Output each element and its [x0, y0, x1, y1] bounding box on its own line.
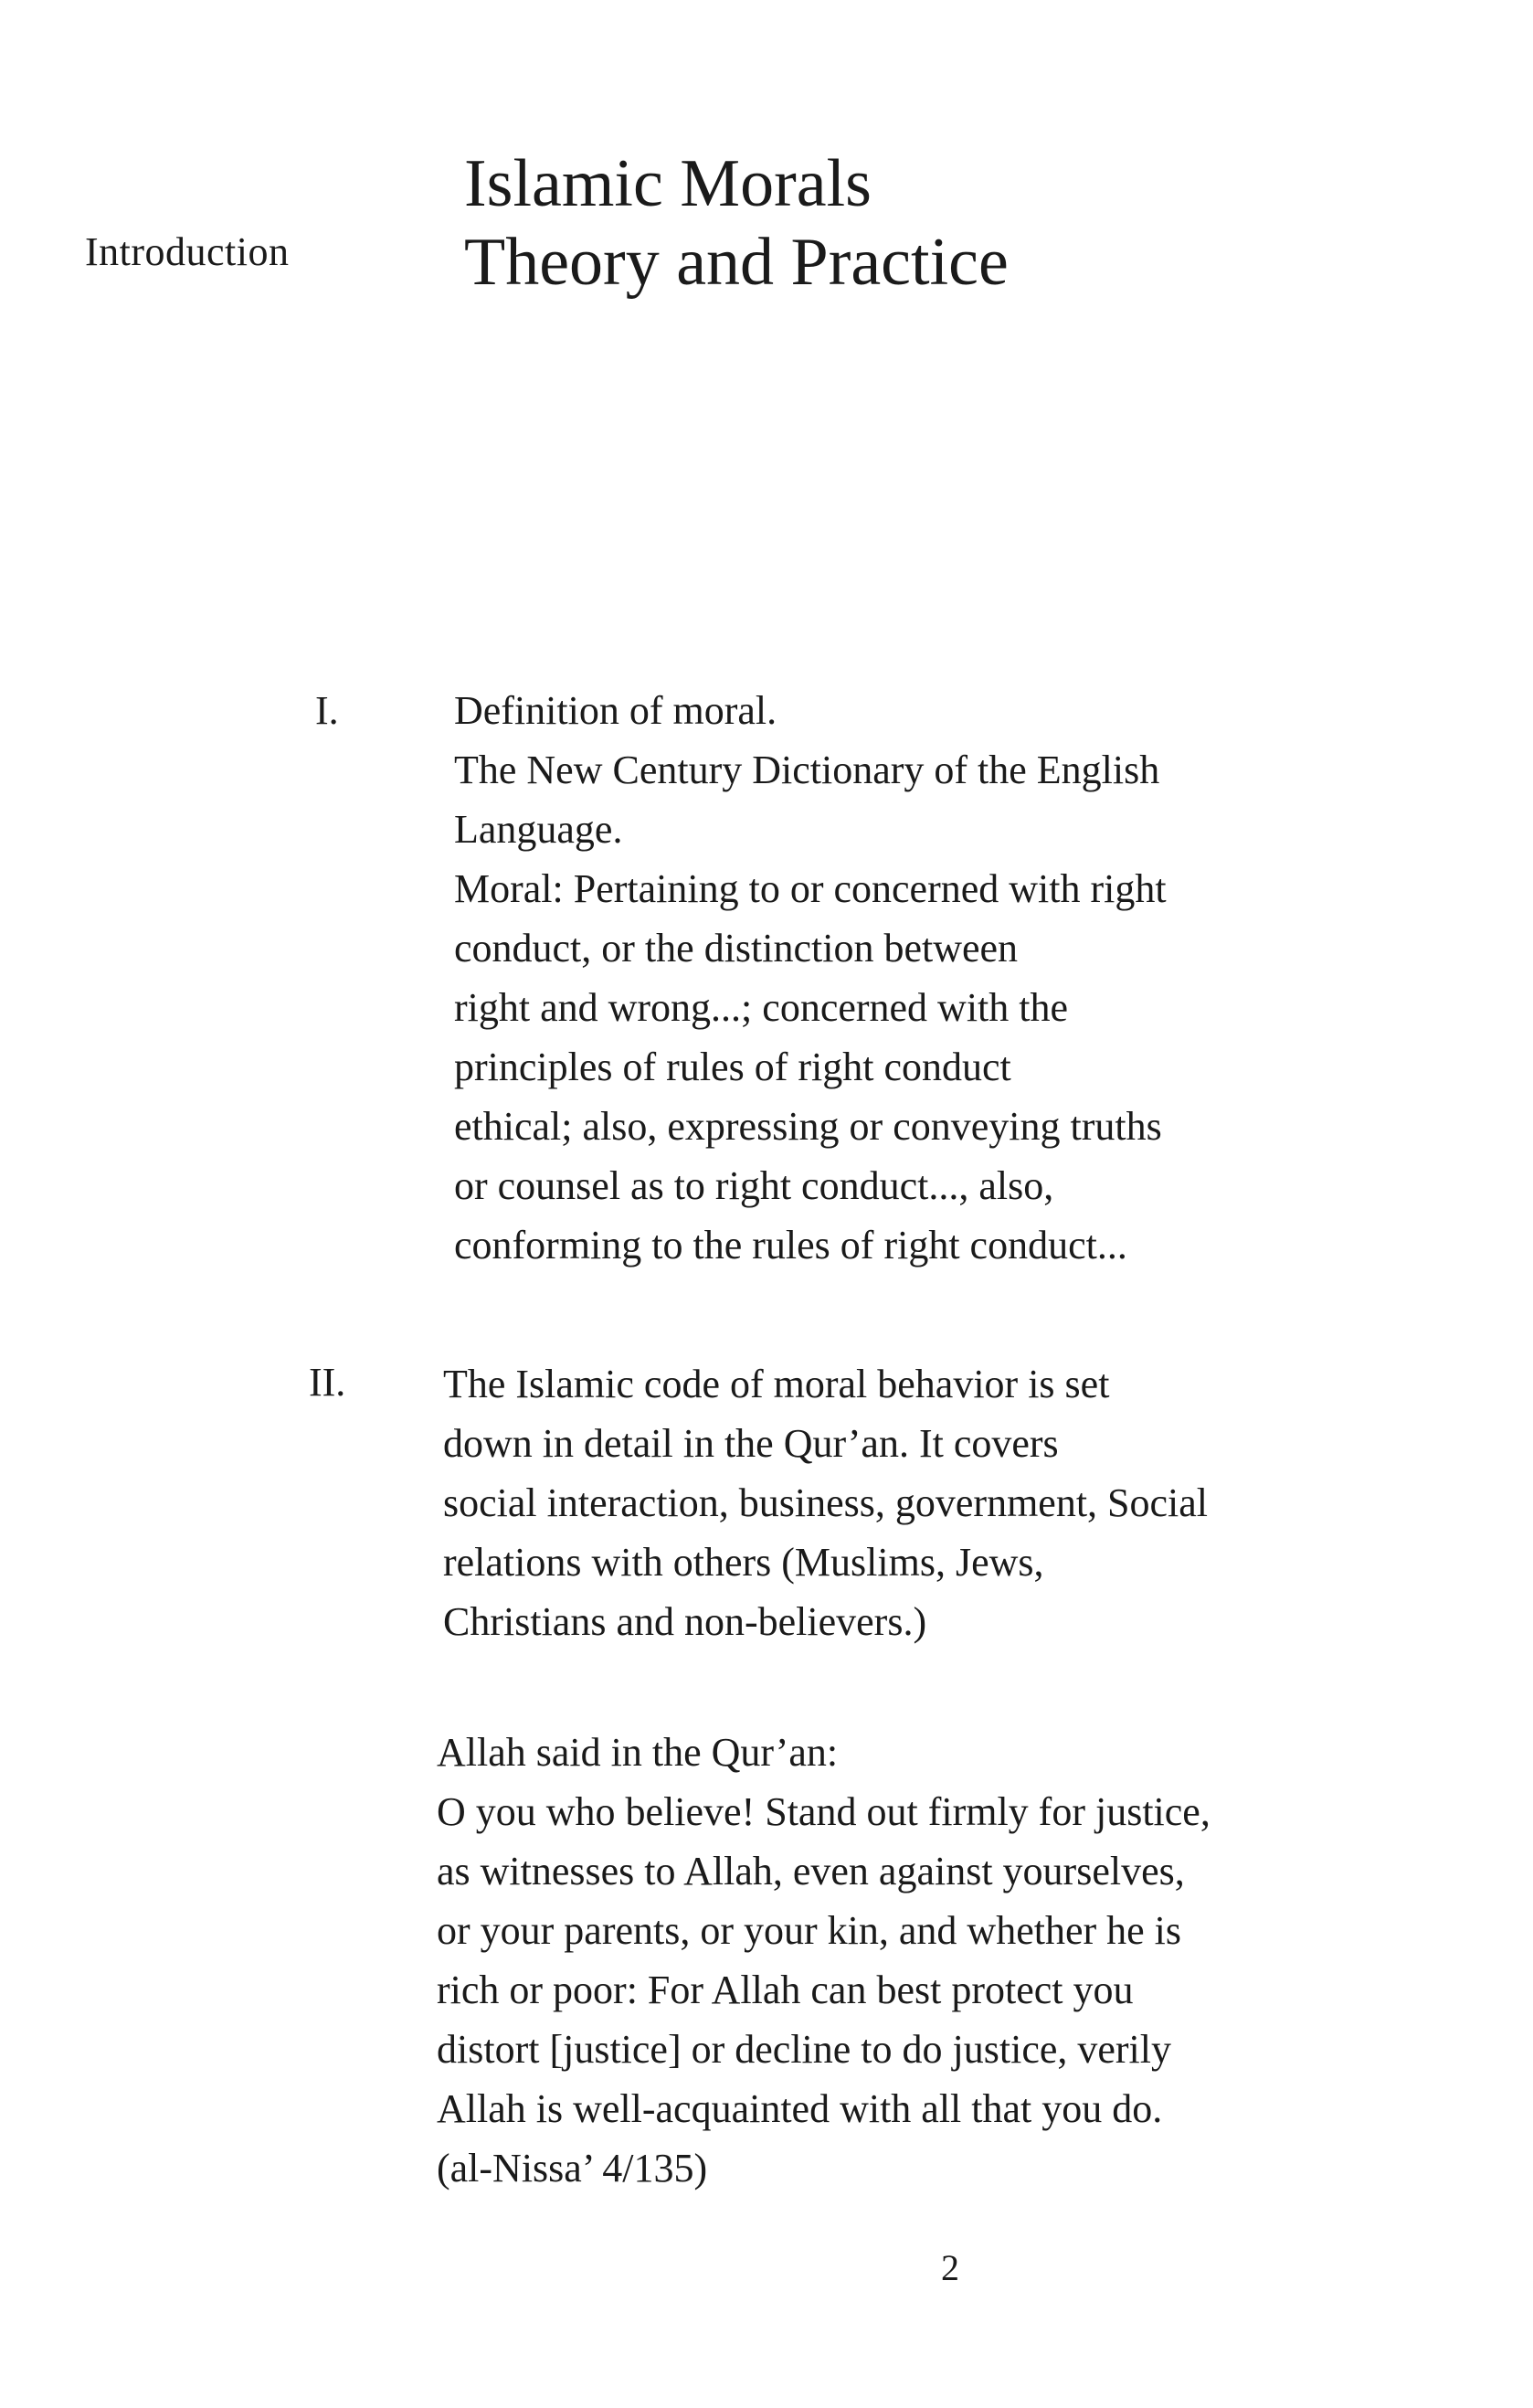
section-1-line: or counsel as to right conduct..., also, [454, 1163, 1054, 1208]
section-1-line: The New Century Dictionary of the English [454, 748, 1160, 792]
section-2-line: social interaction, business, government, Social [443, 1480, 1209, 1525]
quote-line: Allah is well-acquainted with all that you do. [437, 2086, 1163, 2131]
page-title [464, 144, 1009, 302]
section-2-line: down in detail in the Qur’an. It covers [443, 1421, 1059, 1466]
quote-line: rich or poor: For Allah can best protect you [437, 1968, 1134, 2012]
section-2-line: relations with others (Muslims, Jews, [443, 1540, 1044, 1585]
section-1-text [454, 681, 1422, 1275]
quote-line: distort [justice] or decline to do justice, verily [437, 2027, 1172, 2072]
quote-line: O you who believe! Stand out firmly for justice, [437, 1789, 1211, 1834]
quote-line: as witnesses to Allah, even against yourselves, [437, 1849, 1185, 1894]
section-1-line: principles of rules of right conduct [454, 1045, 1011, 1089]
title-line-2: Theory and Practice [464, 225, 1009, 300]
section-2-text [443, 1354, 1411, 1651]
section-numeral-2: II. [309, 1360, 346, 1405]
quote-line: Allah said in the Qur’an: [437, 1730, 839, 1775]
section-2-line: Christians and non-believers.) [443, 1599, 927, 1644]
quran-quote [437, 1723, 1405, 2198]
section-1-line: ethical; also, expressing or conveying truths [454, 1104, 1162, 1149]
section-1-line: Definition of moral. [454, 688, 777, 733]
title-line-1: Islamic Morals [464, 146, 872, 221]
quote-line: or your parents, or your kin, and whether he is [437, 1908, 1182, 1953]
section-1-line: Moral: Pertaining to or concerned with right [454, 866, 1167, 911]
section-1-line: Language. [454, 807, 623, 852]
section-2-line: The Islamic code of moral behavior is set [443, 1362, 1110, 1406]
section-numeral-1: I. [315, 688, 339, 733]
running-head: Introduction [85, 229, 290, 274]
page-number: 2 [941, 2247, 959, 2288]
quote-citation: (al-Nissa’ 4/135) [437, 2146, 708, 2191]
section-1-line: right and wrong...; concerned with the [454, 985, 1069, 1030]
section-1-line: conforming to the rules of right conduct... [454, 1223, 1127, 1268]
section-1-line: conduct, or the distinction between [454, 926, 1019, 971]
